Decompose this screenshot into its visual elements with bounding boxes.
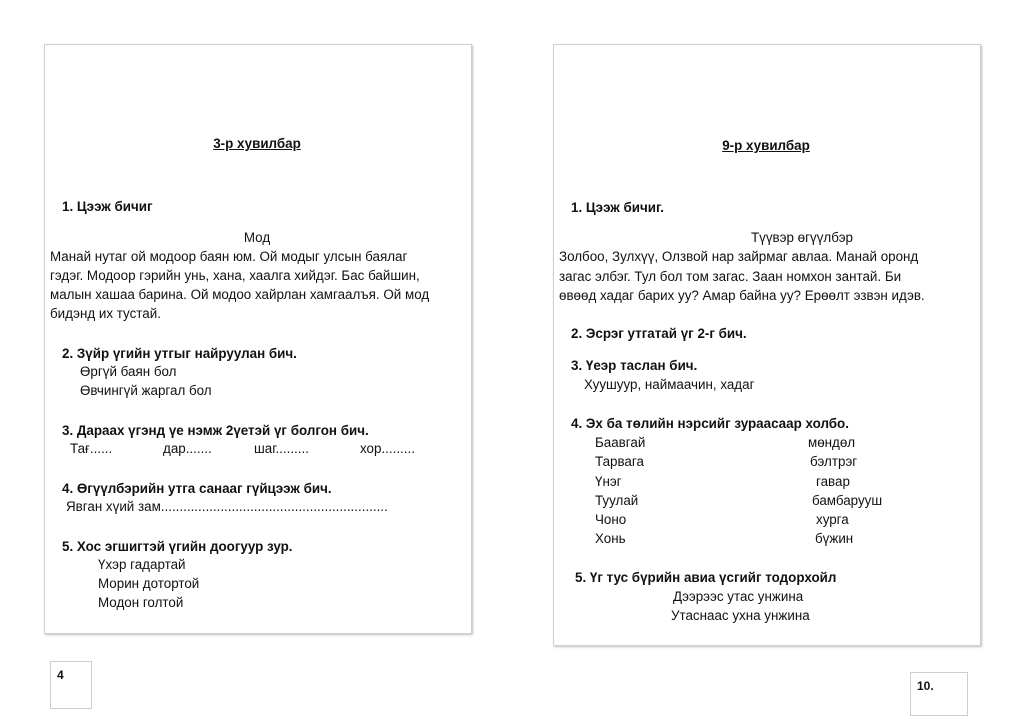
left-section5-heading: 5. Хос эгшигтэй үгийн доогуур зур. [62,539,293,554]
right-match-left: Хонь [595,531,626,546]
right-dictation-line: өвөөд хадаг барих уу? Амар байна уу? Ерөөлт эзвэн идэв. [559,288,925,303]
left-diphthong-line: Үхэр гадартай [98,557,186,572]
right-match-right: гавар [816,474,850,489]
right-dictation-line: загас элбэг. Тул бол том загас. Заан номхон зантай. Би [559,269,902,284]
left-variant-title: 3-р хувилбар [213,136,301,151]
left-syllable-word: хор......... [360,441,415,456]
left-syllable-word: шаг......... [254,441,309,456]
right-section5-heading: 5. Үг тус бүрийн авиа үсгийг тодорхойл [575,570,837,585]
right-match-right: хурга [816,512,849,527]
right-match-left: Туулай [595,493,639,508]
right-match-left: Баавгай [595,435,646,450]
page-number-left-label: 4 [57,668,64,682]
left-dictation-line: бидэнд их тустай. [50,306,161,321]
right-match-right: мөндөл [808,435,856,450]
right-match-right: бэлтрэг [810,454,858,469]
right-dictation-line: Золбоо, Зулхүү, Олзвой нар зайрмаг авлаа. Манай оронд [559,249,919,264]
left-sentence-completion: Явган хүий зам............................................................. [66,499,388,514]
right-match-left: Тарвага [595,454,644,469]
right-match-left: Чоно [595,512,627,527]
left-dictation-line: гэдэг. Модоор гэрийн унь, хана, хаалга хийдэг. Бас байшин, [50,268,420,283]
left-syllable-word: Тағ...... [70,441,113,456]
right-section2-heading: 2. Эсрэг утгатай үг 2-г бич. [571,326,747,341]
page-number-right [910,672,968,716]
right-syllable-line: Хуушуур, наймаачин, хадаг [584,377,755,392]
left-proverb-line: Өвчингүй жаргал бол [80,383,212,398]
left-syllable-word: дар....... [163,441,212,456]
page-number-right-label: 10. [917,679,934,693]
right-match-right: бамбарууш [812,493,883,508]
right-section1-heading: 1. Цээж бичиг. [571,200,664,215]
left-proverb-line: Өргүй баян бол [80,364,177,379]
left-dictation-line: Манай нутаг ой модоор баян юм. Ой модыг улсын баялаг [50,249,408,264]
left-dictation-title: Мод [243,230,271,245]
left-diphthong-line: Морин дотортой [98,576,200,591]
right-section3-heading: 3. Үеэр таслан бич. [571,358,698,373]
right-section4-heading: 4. Эх ба төлийн нэрсийг зураасаар холбо. [571,416,849,431]
page-number-left [50,661,92,709]
left-diphthong-line: Модон голтой [98,595,184,610]
left-section3-heading: 3. Дараах үгэнд үе нэмж 2үетэй үг болгон бич. [62,423,369,438]
right-match-left: Үнэг [595,474,622,489]
right-dictation-title: Түүвэр өгүүлбэр [750,230,854,245]
right-variant-title: 9-р хувилбар [722,138,810,153]
worksheet-page-right [553,44,981,646]
right-riddle-line: Дээрээс утас унжина [673,589,804,604]
right-match-right: бүжин [815,531,854,546]
right-riddle-line: Утаснаас ухна унжина [671,608,810,623]
left-section4-heading: 4. Өгүүлбэрийн утга санааг гүйцээж бич. [62,481,332,496]
left-dictation-line: малын хашаа барина. Ой модоо хайрлан хамгаалъя. Ой мод [50,287,430,302]
left-section1-heading: 1. Цээж бичиг [62,199,153,214]
left-section2-heading: 2. Зүйр үгийн утгыг найруулан бич. [62,346,297,361]
